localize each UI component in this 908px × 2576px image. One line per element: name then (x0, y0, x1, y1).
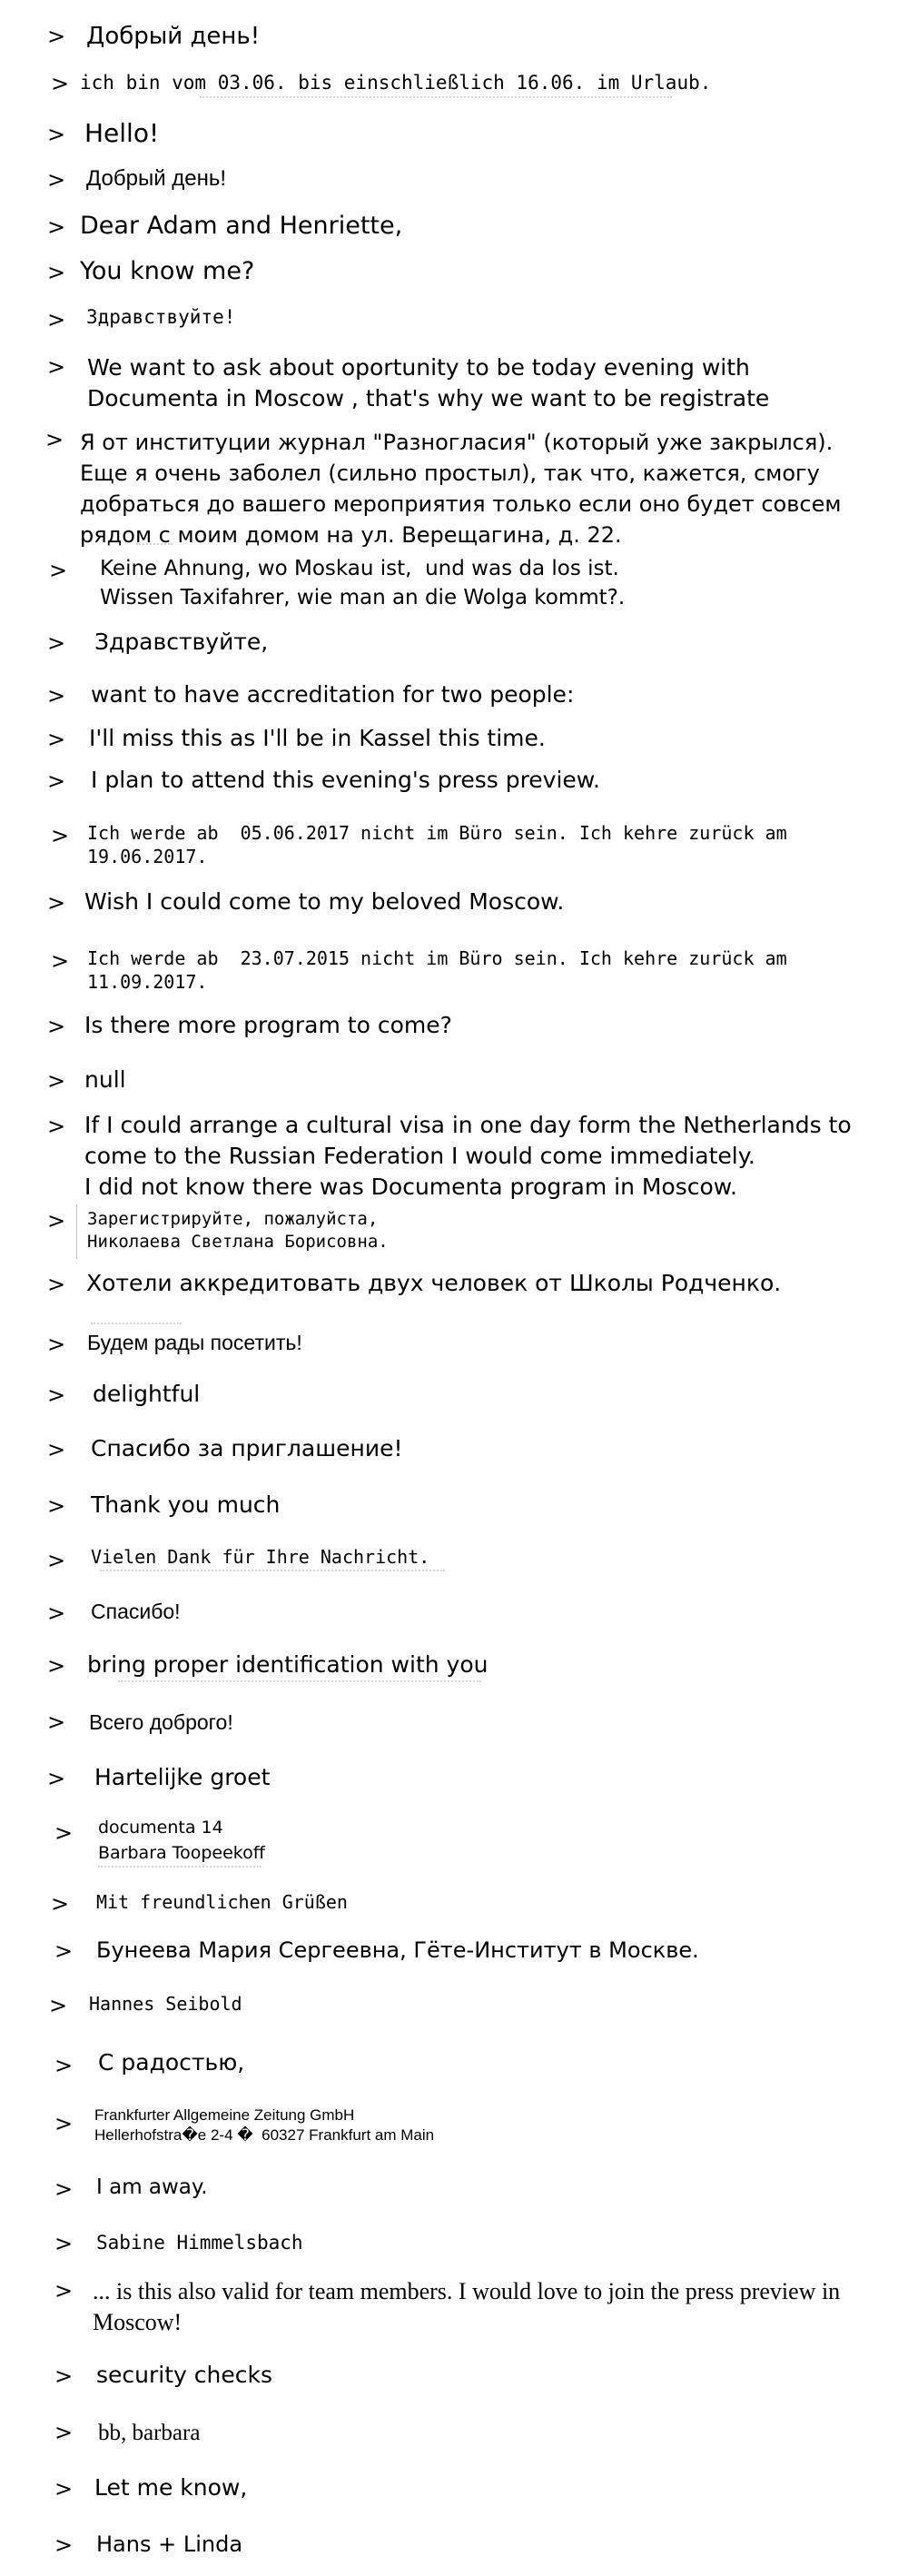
message-text: Dear Adam and Henriette, (80, 212, 403, 240)
message-text: Зарегистрируйте, пожалуйста, Николаева Светлана Борисовна. (87, 1209, 389, 1252)
quote-marker: > (47, 1709, 66, 1735)
message-text: bring proper identification with you (87, 1651, 489, 1678)
quote-marker: > (47, 1208, 66, 1234)
message-text: null (84, 1066, 126, 1093)
quote-marker: > (54, 2532, 74, 2558)
quote-marker: > (51, 1891, 70, 1917)
message-text: Let me know, (94, 2474, 248, 2501)
quote-marker: > (47, 260, 66, 285)
quote-marker: > (54, 2231, 74, 2256)
quote-marker: > (47, 1437, 66, 1462)
message-text: Всего доброго! (89, 1710, 233, 1734)
message-text: Здравствуйте, (94, 629, 269, 655)
quote-bar (76, 1204, 77, 1259)
message-text: С радостью, (98, 2049, 245, 2076)
quote-marker: > (54, 1820, 74, 1846)
quote-marker: > (47, 122, 66, 147)
quote-marker: > (54, 1938, 74, 1964)
quote-marker: > (47, 1548, 66, 1573)
quote-marker: > (47, 727, 66, 752)
message-text: Бунеева Мария Сергеевна, Гёте-Институт в Москве. (96, 1937, 699, 1963)
message-text: Ich werde ab 05.06.2017 nicht im Büro sein. Ich kehre zurück am 19.06.2017. (87, 822, 798, 867)
quote-marker: > (51, 823, 70, 848)
message-text: Thank you much (91, 1491, 281, 1518)
quote-marker: > (47, 1272, 66, 1297)
quote-marker: > (47, 1114, 66, 1139)
message-text: Wish I could come to my beloved Moscow. (84, 888, 565, 915)
message-text: Здравствуйте! (86, 306, 236, 328)
message-text: Keine Ahnung, wo Moskau ist, und was da los ist. Wissen Taxifahrer, wie man an die Wolga kommt?. (100, 557, 626, 609)
quote-marker: > (49, 558, 68, 583)
message-text: want to have accreditation for two people: (91, 681, 575, 708)
message-text: Sabine Himmelsbach (96, 2232, 303, 2254)
message-text: Hello! (84, 118, 160, 148)
quote-marker: > (49, 1993, 68, 2018)
quote-marker: > (47, 890, 66, 916)
message-text: Ich werde ab 23.07.2015 nicht im Büro sein. Ich kehre zurück am 11.09.2017. (87, 947, 798, 993)
message-text: Спасибо за приглашение! (91, 1435, 403, 1461)
message-text: I plan to attend this evening's press preview. (91, 767, 600, 793)
quote-marker: > (47, 24, 66, 49)
message-text: You know me? (80, 257, 255, 285)
quote-marker: > (54, 2420, 74, 2445)
message-text: ich bin vom 03.06. bis einschließlich 16.06. im Urlaub. (80, 72, 712, 94)
quote-marker: > (47, 1766, 66, 1791)
message-text: Is there more program to come? (84, 1012, 452, 1038)
scan-artifact (100, 1570, 445, 1574)
quote-marker: > (47, 1068, 66, 1094)
message-text: Спасибо! (91, 1600, 181, 1623)
quote-marker: > (47, 1014, 66, 1039)
quote-marker: > (47, 683, 66, 708)
message-text: If I could arrange a cultural visa in one day form the Netherlands to come to the Russian Federation I would come immediately. I did not know there was Documenta program in Moscow. (84, 1112, 852, 1200)
message-text: I'll miss this as I'll be in Kassel this time. (89, 725, 546, 751)
quote-marker: > (47, 354, 66, 380)
scan-artifact (98, 1866, 262, 1870)
quote-marker: > (54, 2111, 74, 2136)
message-text: delightful (93, 1381, 201, 1407)
quote-marker: > (47, 214, 66, 240)
quote-marker: > (47, 1332, 66, 1357)
message-text: Я от институции журнал "Разногласия" (который уже закрылся). Еще я очень заболел (сильно простыл), так что, кажется, смогу добраться до вашего мероприятия только если оно будет совсем рядом с моим домом на ул. Верещагина, д. 22. (80, 430, 842, 548)
quote-marker: > (47, 1382, 66, 1408)
quote-marker: > (54, 2278, 74, 2304)
message-text: documenta 14 Barbara Toopeekoff (98, 1818, 265, 1863)
quote-marker: > (47, 1600, 66, 1626)
quote-marker: > (54, 2363, 74, 2389)
message-text: Hans + Linda (96, 2531, 243, 2557)
message-text: We want to ask about oportunity to be today evening with Documenta in Moscow , that's why we want to be registrate (87, 354, 770, 411)
message-text: Добрый день! (86, 166, 227, 191)
message-text: bb, barbara (98, 2421, 201, 2445)
quote-marker: > (45, 427, 64, 452)
quote-marker: > (54, 2053, 74, 2078)
quote-marker: > (51, 948, 70, 974)
message-text: Добрый день! (86, 23, 261, 50)
quote-marker: > (47, 1653, 66, 1679)
scan-artifact (200, 96, 672, 101)
quote-marker: > (47, 307, 66, 332)
message-text: Хотели аккредитовать двух человек от Школы Родченко. (86, 1270, 782, 1296)
message-text: ... is this also valid for team members. I would love to join the press preview in Moscow! (93, 2278, 846, 2335)
message-text: Vielen Dank für Ihre Nachricht. (91, 1546, 430, 1568)
quote-marker: > (51, 71, 70, 96)
scan-artifact (91, 1323, 182, 1327)
quote-marker: > (47, 630, 66, 656)
scan-artifact (118, 1680, 481, 1685)
message-text: security checks (96, 2362, 272, 2388)
quote-marker: > (54, 2176, 74, 2202)
quote-marker: > (47, 167, 66, 193)
message-text: Hartelijke groet (94, 1764, 271, 1790)
quote-marker: > (54, 2476, 74, 2502)
message-text: Будем рады посетить! (87, 1331, 302, 1354)
message-text: Frankfurter Allgemeine Zeitung GmbH Hellerhofstra�e 2-4 � 60327 Frankfurt am Main (94, 2106, 435, 2144)
message-text: Hannes Seibold (89, 1993, 242, 2015)
scan-artifact (136, 543, 173, 548)
quote-marker: > (47, 1493, 66, 1519)
quote-marker: > (47, 768, 66, 794)
message-text: Mit freundlichen Grüßen (96, 1891, 348, 1913)
message-text: I am away. (96, 2175, 208, 2199)
